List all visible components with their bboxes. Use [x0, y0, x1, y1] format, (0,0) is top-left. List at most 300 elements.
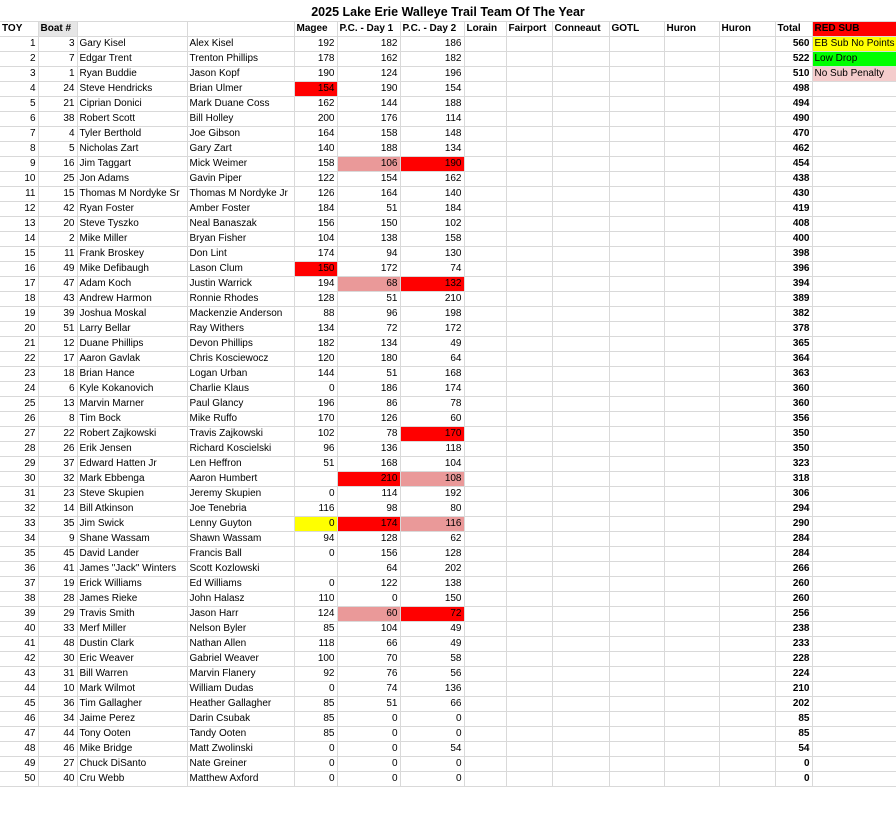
cell-pc-day-2[interactable]: 60 [400, 412, 464, 427]
cell-total[interactable]: 284 [775, 532, 812, 547]
cell-pc-day-2[interactable]: 196 [400, 67, 464, 82]
cell-pc-day-2[interactable]: 170 [400, 427, 464, 442]
legend-no-sub-penalty[interactable]: No Sub Penalty [812, 67, 896, 82]
cell-pc-day-2[interactable]: 132 [400, 277, 464, 292]
cell-fairport[interactable] [506, 202, 552, 217]
cell-angler-1[interactable]: Tim Gallagher [77, 697, 187, 712]
cell-conneaut[interactable] [552, 562, 609, 577]
cell-boat[interactable]: 13 [38, 397, 77, 412]
cell-total[interactable]: 398 [775, 247, 812, 262]
cell-lorain[interactable] [464, 322, 506, 337]
cell-pc-day-2[interactable]: 138 [400, 577, 464, 592]
cell-pc-day-1[interactable]: 122 [337, 577, 400, 592]
cell-boat[interactable]: 27 [38, 757, 77, 772]
cell-toy[interactable]: 6 [0, 112, 38, 127]
header-fairport[interactable]: Fairport [506, 22, 552, 37]
cell-angler-2[interactable]: Nate Greiner [187, 757, 294, 772]
cell-angler-2[interactable]: Tandy Ooten [187, 727, 294, 742]
cell-conneaut[interactable] [552, 382, 609, 397]
cell-conneaut[interactable] [552, 592, 609, 607]
cell-fairport[interactable] [506, 472, 552, 487]
cell-boat[interactable]: 35 [38, 517, 77, 532]
cell-angler-1[interactable]: Shane Wassam [77, 532, 187, 547]
cell-angler-1[interactable]: Ryan Foster [77, 202, 187, 217]
cell-conneaut[interactable] [552, 427, 609, 442]
cell-huron-2[interactable] [719, 187, 775, 202]
cell-angler-1[interactable]: Brian Hance [77, 367, 187, 382]
cell-toy[interactable]: 18 [0, 292, 38, 307]
cell-toy[interactable]: 25 [0, 397, 38, 412]
cell-pc-day-2[interactable]: 74 [400, 262, 464, 277]
cell-total[interactable]: 365 [775, 337, 812, 352]
cell-toy[interactable]: 20 [0, 322, 38, 337]
cell-gotl[interactable] [609, 592, 664, 607]
cell-magee[interactable]: 0 [294, 577, 337, 592]
cell-magee[interactable]: 110 [294, 592, 337, 607]
cell-magee[interactable]: 88 [294, 307, 337, 322]
cell-total[interactable]: 202 [775, 697, 812, 712]
cell-empty[interactable] [812, 502, 896, 517]
cell-pc-day-2[interactable]: 198 [400, 307, 464, 322]
cell-angler-1[interactable]: Mark Wilmot [77, 682, 187, 697]
cell-lorain[interactable] [464, 142, 506, 157]
cell-angler-2[interactable]: Trenton Phillips [187, 52, 294, 67]
cell-magee[interactable]: 0 [294, 517, 337, 532]
cell-toy[interactable]: 43 [0, 667, 38, 682]
cell-gotl[interactable] [609, 502, 664, 517]
cell-conneaut[interactable] [552, 547, 609, 562]
cell-lorain[interactable] [464, 217, 506, 232]
cell-angler-1[interactable]: Jon Adams [77, 172, 187, 187]
cell-angler-2[interactable]: Travis Zajkowski [187, 427, 294, 442]
cell-angler-2[interactable]: Joe Gibson [187, 127, 294, 142]
cell-gotl[interactable] [609, 352, 664, 367]
cell-gotl[interactable] [609, 667, 664, 682]
cell-pc-day-2[interactable]: 0 [400, 727, 464, 742]
cell-huron-1[interactable] [664, 262, 719, 277]
cell-empty[interactable] [812, 562, 896, 577]
cell-fairport[interactable] [506, 442, 552, 457]
cell-huron-1[interactable] [664, 37, 719, 52]
cell-total[interactable]: 430 [775, 187, 812, 202]
cell-total[interactable]: 360 [775, 397, 812, 412]
cell-pc-day-2[interactable]: 116 [400, 517, 464, 532]
cell-fairport[interactable] [506, 352, 552, 367]
cell-pc-day-2[interactable]: 62 [400, 532, 464, 547]
cell-huron-2[interactable] [719, 292, 775, 307]
cell-gotl[interactable] [609, 292, 664, 307]
cell-angler-2[interactable]: Nathan Allen [187, 637, 294, 652]
cell-total[interactable]: 438 [775, 172, 812, 187]
cell-boat[interactable]: 41 [38, 562, 77, 577]
cell-angler-2[interactable]: Brian Ulmer [187, 82, 294, 97]
cell-boat[interactable]: 10 [38, 682, 77, 697]
cell-conneaut[interactable] [552, 277, 609, 292]
cell-pc-day-1[interactable]: 104 [337, 622, 400, 637]
cell-pc-day-2[interactable]: 108 [400, 472, 464, 487]
cell-angler-2[interactable]: Devon Phillips [187, 337, 294, 352]
cell-lorain[interactable] [464, 292, 506, 307]
cell-huron-2[interactable] [719, 772, 775, 787]
cell-pc-day-1[interactable]: 51 [337, 367, 400, 382]
cell-gotl[interactable] [609, 97, 664, 112]
cell-toy[interactable]: 29 [0, 457, 38, 472]
cell-boat[interactable]: 32 [38, 472, 77, 487]
cell-magee[interactable]: 94 [294, 532, 337, 547]
cell-empty[interactable] [812, 592, 896, 607]
cell-pc-day-1[interactable]: 70 [337, 652, 400, 667]
cell-angler-2[interactable]: Matt Zwolinski [187, 742, 294, 757]
cell-toy[interactable]: 2 [0, 52, 38, 67]
cell-huron-2[interactable] [719, 157, 775, 172]
cell-total[interactable]: 356 [775, 412, 812, 427]
cell-lorain[interactable] [464, 562, 506, 577]
cell-toy[interactable]: 39 [0, 607, 38, 622]
cell-boat[interactable]: 51 [38, 322, 77, 337]
cell-pc-day-2[interactable]: 78 [400, 397, 464, 412]
cell-lorain[interactable] [464, 157, 506, 172]
cell-huron-2[interactable] [719, 217, 775, 232]
cell-magee[interactable]: 100 [294, 652, 337, 667]
cell-total[interactable]: 284 [775, 547, 812, 562]
cell-angler-1[interactable]: Erik Jensen [77, 442, 187, 457]
cell-toy[interactable]: 1 [0, 37, 38, 52]
cell-boat[interactable]: 3 [38, 37, 77, 52]
cell-angler-1[interactable]: Merf Miller [77, 622, 187, 637]
cell-gotl[interactable] [609, 607, 664, 622]
cell-huron-2[interactable] [719, 337, 775, 352]
cell-empty[interactable] [812, 682, 896, 697]
cell-gotl[interactable] [609, 727, 664, 742]
cell-huron-1[interactable] [664, 142, 719, 157]
cell-empty[interactable] [812, 772, 896, 787]
cell-huron-1[interactable] [664, 112, 719, 127]
cell-angler-2[interactable]: Paul Glancy [187, 397, 294, 412]
cell-huron-1[interactable] [664, 592, 719, 607]
cell-total[interactable]: 378 [775, 322, 812, 337]
cell-huron-1[interactable] [664, 337, 719, 352]
cell-pc-day-1[interactable]: 0 [337, 592, 400, 607]
cell-fairport[interactable] [506, 607, 552, 622]
cell-empty[interactable] [812, 397, 896, 412]
cell-lorain[interactable] [464, 472, 506, 487]
cell-total[interactable]: 462 [775, 142, 812, 157]
cell-pc-day-1[interactable]: 124 [337, 67, 400, 82]
cell-pc-day-1[interactable]: 66 [337, 637, 400, 652]
cell-gotl[interactable] [609, 202, 664, 217]
cell-toy[interactable]: 49 [0, 757, 38, 772]
cell-fairport[interactable] [506, 487, 552, 502]
cell-total[interactable]: 490 [775, 112, 812, 127]
cell-fairport[interactable] [506, 277, 552, 292]
cell-magee[interactable]: 0 [294, 772, 337, 787]
cell-boat[interactable]: 6 [38, 382, 77, 397]
cell-pc-day-2[interactable]: 174 [400, 382, 464, 397]
cell-toy[interactable]: 34 [0, 532, 38, 547]
cell-huron-1[interactable] [664, 532, 719, 547]
cell-angler-1[interactable]: Ryan Buddie [77, 67, 187, 82]
cell-huron-2[interactable] [719, 142, 775, 157]
cell-pc-day-1[interactable]: 180 [337, 352, 400, 367]
cell-magee[interactable]: 124 [294, 607, 337, 622]
cell-empty[interactable] [812, 577, 896, 592]
cell-lorain[interactable] [464, 262, 506, 277]
cell-huron-2[interactable] [719, 637, 775, 652]
cell-toy[interactable]: 30 [0, 472, 38, 487]
cell-magee[interactable]: 116 [294, 502, 337, 517]
cell-huron-1[interactable] [664, 412, 719, 427]
cell-pc-day-1[interactable]: 74 [337, 682, 400, 697]
cell-empty[interactable] [812, 187, 896, 202]
cell-boat[interactable]: 25 [38, 172, 77, 187]
cell-gotl[interactable] [609, 217, 664, 232]
cell-angler-2[interactable]: Matthew Axford [187, 772, 294, 787]
cell-empty[interactable] [812, 472, 896, 487]
cell-lorain[interactable] [464, 187, 506, 202]
cell-magee[interactable]: 162 [294, 97, 337, 112]
cell-huron-1[interactable] [664, 292, 719, 307]
cell-huron-1[interactable] [664, 307, 719, 322]
cell-huron-2[interactable] [719, 442, 775, 457]
cell-magee[interactable]: 178 [294, 52, 337, 67]
cell-lorain[interactable] [464, 277, 506, 292]
cell-conneaut[interactable] [552, 322, 609, 337]
cell-magee[interactable]: 96 [294, 442, 337, 457]
cell-fairport[interactable] [506, 622, 552, 637]
cell-boat[interactable]: 36 [38, 697, 77, 712]
cell-conneaut[interactable] [552, 442, 609, 457]
cell-angler-1[interactable]: Ciprian Donici [77, 97, 187, 112]
cell-conneaut[interactable] [552, 52, 609, 67]
cell-huron-2[interactable] [719, 562, 775, 577]
cell-boat[interactable]: 28 [38, 592, 77, 607]
cell-conneaut[interactable] [552, 292, 609, 307]
cell-fairport[interactable] [506, 157, 552, 172]
cell-angler-2[interactable]: Jason Harr [187, 607, 294, 622]
cell-toy[interactable]: 48 [0, 742, 38, 757]
cell-pc-day-1[interactable]: 64 [337, 562, 400, 577]
cell-total[interactable]: 419 [775, 202, 812, 217]
cell-angler-1[interactable]: James "Jack" Winters [77, 562, 187, 577]
cell-angler-1[interactable]: James Rieke [77, 592, 187, 607]
cell-angler-1[interactable]: Dustin Clark [77, 637, 187, 652]
cell-conneaut[interactable] [552, 67, 609, 82]
cell-total[interactable]: 256 [775, 607, 812, 622]
cell-fairport[interactable] [506, 322, 552, 337]
cell-angler-2[interactable]: Nelson Byler [187, 622, 294, 637]
cell-empty[interactable] [812, 262, 896, 277]
cell-lorain[interactable] [464, 502, 506, 517]
cell-boat[interactable]: 43 [38, 292, 77, 307]
cell-gotl[interactable] [609, 517, 664, 532]
cell-boat[interactable]: 20 [38, 217, 77, 232]
cell-conneaut[interactable] [552, 97, 609, 112]
cell-pc-day-1[interactable]: 188 [337, 142, 400, 157]
cell-conneaut[interactable] [552, 157, 609, 172]
cell-angler-2[interactable]: Gabriel Weaver [187, 652, 294, 667]
cell-pc-day-2[interactable]: 182 [400, 52, 464, 67]
cell-fairport[interactable] [506, 292, 552, 307]
cell-gotl[interactable] [609, 172, 664, 187]
header-angler-1[interactable] [77, 22, 187, 37]
cell-pc-day-1[interactable]: 0 [337, 772, 400, 787]
cell-toy[interactable]: 19 [0, 307, 38, 322]
cell-fairport[interactable] [506, 592, 552, 607]
cell-pc-day-2[interactable]: 148 [400, 127, 464, 142]
cell-pc-day-2[interactable]: 130 [400, 247, 464, 262]
cell-huron-1[interactable] [664, 442, 719, 457]
cell-angler-1[interactable]: Tony Ooten [77, 727, 187, 742]
cell-magee[interactable]: 164 [294, 127, 337, 142]
cell-fairport[interactable] [506, 127, 552, 142]
cell-empty[interactable] [812, 307, 896, 322]
cell-pc-day-1[interactable]: 182 [337, 37, 400, 52]
cell-toy[interactable]: 33 [0, 517, 38, 532]
cell-huron-1[interactable] [664, 547, 719, 562]
cell-huron-2[interactable] [719, 517, 775, 532]
cell-conneaut[interactable] [552, 742, 609, 757]
cell-fairport[interactable] [506, 457, 552, 472]
legend-eb-sub-no-points[interactable]: EB Sub No Points [812, 37, 896, 52]
cell-angler-1[interactable]: Travis Smith [77, 607, 187, 622]
cell-magee[interactable]: 140 [294, 142, 337, 157]
cell-boat[interactable]: 11 [38, 247, 77, 262]
cell-angler-2[interactable]: Shawn Wassam [187, 532, 294, 547]
header-magee[interactable]: Magee [294, 22, 337, 37]
cell-gotl[interactable] [609, 712, 664, 727]
cell-pc-day-2[interactable]: 80 [400, 502, 464, 517]
cell-toy[interactable]: 41 [0, 637, 38, 652]
cell-angler-1[interactable]: Nicholas Zart [77, 142, 187, 157]
cell-pc-day-1[interactable]: 51 [337, 697, 400, 712]
cell-conneaut[interactable] [552, 577, 609, 592]
cell-pc-day-1[interactable]: 138 [337, 232, 400, 247]
cell-empty[interactable] [812, 532, 896, 547]
cell-huron-2[interactable] [719, 52, 775, 67]
cell-lorain[interactable] [464, 337, 506, 352]
cell-gotl[interactable] [609, 52, 664, 67]
cell-magee[interactable]: 154 [294, 82, 337, 97]
cell-huron-1[interactable] [664, 757, 719, 772]
cell-huron-2[interactable] [719, 352, 775, 367]
cell-pc-day-1[interactable]: 128 [337, 532, 400, 547]
cell-empty[interactable] [812, 202, 896, 217]
cell-fairport[interactable] [506, 427, 552, 442]
cell-angler-2[interactable]: Ronnie Rhodes [187, 292, 294, 307]
cell-huron-2[interactable] [719, 397, 775, 412]
cell-pc-day-2[interactable]: 162 [400, 172, 464, 187]
cell-magee[interactable]: 118 [294, 637, 337, 652]
cell-total[interactable]: 454 [775, 157, 812, 172]
cell-total[interactable]: 85 [775, 712, 812, 727]
cell-conneaut[interactable] [552, 262, 609, 277]
cell-pc-day-2[interactable]: 66 [400, 697, 464, 712]
cell-lorain[interactable] [464, 172, 506, 187]
cell-angler-2[interactable]: Justin Warrick [187, 277, 294, 292]
cell-angler-1[interactable]: Thomas M Nordyke Sr [77, 187, 187, 202]
cell-magee[interactable]: 122 [294, 172, 337, 187]
cell-gotl[interactable] [609, 142, 664, 157]
cell-angler-1[interactable]: Steve Tyszko [77, 217, 187, 232]
cell-total[interactable]: 266 [775, 562, 812, 577]
cell-conneaut[interactable] [552, 307, 609, 322]
cell-magee[interactable]: 184 [294, 202, 337, 217]
cell-boat[interactable]: 1 [38, 67, 77, 82]
cell-angler-1[interactable]: Erick Williams [77, 577, 187, 592]
cell-pc-day-2[interactable]: 190 [400, 157, 464, 172]
cell-boat[interactable]: 21 [38, 97, 77, 112]
cell-pc-day-2[interactable]: 134 [400, 142, 464, 157]
cell-conneaut[interactable] [552, 82, 609, 97]
cell-huron-1[interactable] [664, 382, 719, 397]
cell-empty[interactable] [812, 82, 896, 97]
cell-huron-2[interactable] [719, 172, 775, 187]
cell-conneaut[interactable] [552, 112, 609, 127]
cell-magee[interactable]: 156 [294, 217, 337, 232]
cell-huron-1[interactable] [664, 217, 719, 232]
cell-angler-1[interactable]: Larry Bellar [77, 322, 187, 337]
cell-magee[interactable]: 0 [294, 742, 337, 757]
cell-toy[interactable]: 23 [0, 367, 38, 382]
cell-empty[interactable] [812, 337, 896, 352]
cell-angler-2[interactable]: Lenny Guyton [187, 517, 294, 532]
cell-fairport[interactable] [506, 637, 552, 652]
cell-gotl[interactable] [609, 442, 664, 457]
cell-lorain[interactable] [464, 652, 506, 667]
cell-conneaut[interactable] [552, 397, 609, 412]
cell-conneaut[interactable] [552, 337, 609, 352]
cell-magee[interactable]: 0 [294, 487, 337, 502]
cell-lorain[interactable] [464, 592, 506, 607]
cell-magee[interactable]: 194 [294, 277, 337, 292]
cell-magee[interactable]: 150 [294, 262, 337, 277]
cell-conneaut[interactable] [552, 652, 609, 667]
cell-angler-2[interactable]: Aaron Humbert [187, 472, 294, 487]
cell-gotl[interactable] [609, 412, 664, 427]
cell-empty[interactable] [812, 712, 896, 727]
cell-conneaut[interactable] [552, 142, 609, 157]
cell-huron-1[interactable] [664, 652, 719, 667]
cell-boat[interactable]: 15 [38, 187, 77, 202]
legend-red-sub[interactable]: RED SUB [812, 22, 896, 37]
cell-pc-day-1[interactable]: 96 [337, 307, 400, 322]
cell-lorain[interactable] [464, 67, 506, 82]
cell-pc-day-1[interactable]: 114 [337, 487, 400, 502]
cell-magee[interactable]: 128 [294, 292, 337, 307]
cell-conneaut[interactable] [552, 472, 609, 487]
cell-angler-2[interactable]: Thomas M Nordyke Jr [187, 187, 294, 202]
cell-angler-2[interactable]: Joe Tenebria [187, 502, 294, 517]
cell-huron-2[interactable] [719, 652, 775, 667]
cell-gotl[interactable] [609, 547, 664, 562]
header-total[interactable]: Total [775, 22, 812, 37]
cell-magee[interactable]: 0 [294, 757, 337, 772]
cell-fairport[interactable] [506, 397, 552, 412]
cell-pc-day-1[interactable]: 72 [337, 322, 400, 337]
header-pc-day-2[interactable]: P.C. - Day 2 [400, 22, 464, 37]
cell-boat[interactable]: 45 [38, 547, 77, 562]
cell-pc-day-1[interactable]: 126 [337, 412, 400, 427]
cell-pc-day-2[interactable]: 56 [400, 667, 464, 682]
cell-total[interactable]: 306 [775, 487, 812, 502]
cell-pc-day-1[interactable]: 174 [337, 517, 400, 532]
cell-total[interactable]: 494 [775, 97, 812, 112]
cell-gotl[interactable] [609, 682, 664, 697]
cell-lorain[interactable] [464, 622, 506, 637]
cell-angler-1[interactable]: Gary Kisel [77, 37, 187, 52]
cell-huron-1[interactable] [664, 352, 719, 367]
cell-pc-day-1[interactable]: 156 [337, 547, 400, 562]
